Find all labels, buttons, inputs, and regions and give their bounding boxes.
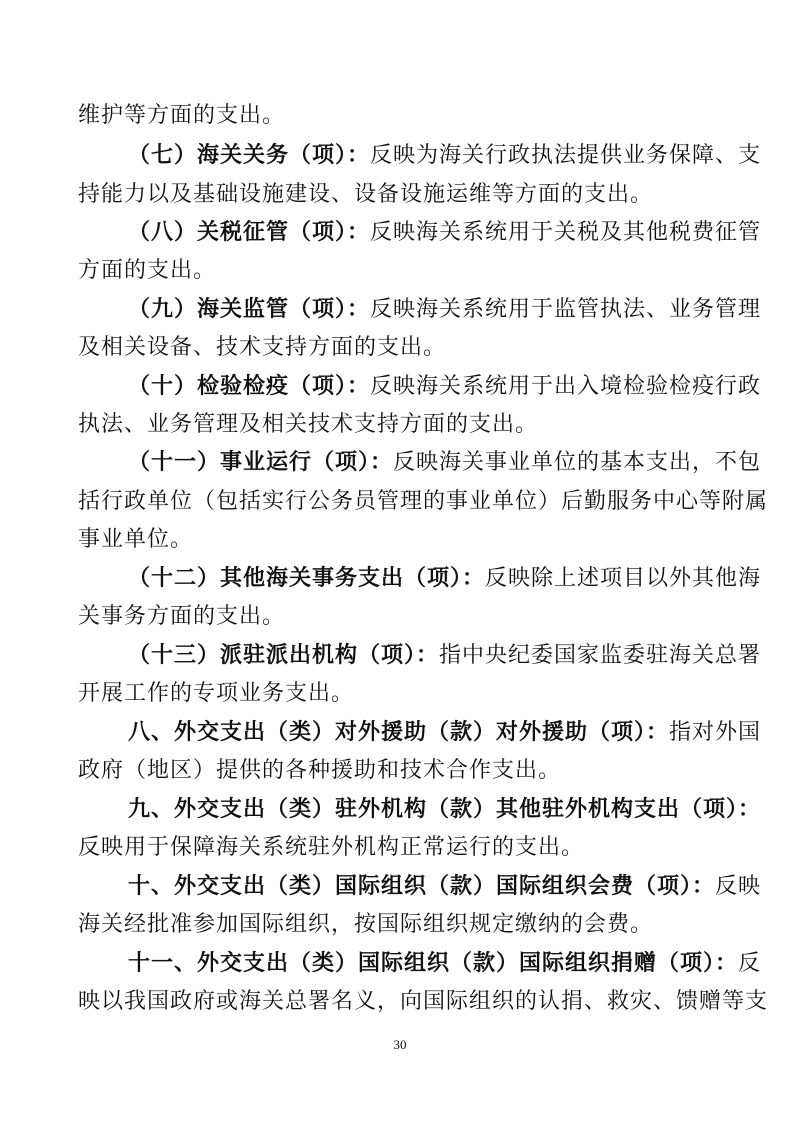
item-heading: 十一、外交支出（类）国际组织（款）国际组织捐赠（项）：	[128, 951, 739, 976]
paragraph-line: 海关经批准参加国际组织，按国际组织规定缴纳的会费。	[78, 912, 654, 937]
item-heading: （七）海关关务（项）：	[128, 143, 371, 168]
page-number: 30	[393, 1037, 407, 1052]
item-heading: （九）海关监管（项）：	[128, 297, 371, 322]
paragraph-line	[128, 795, 762, 825]
paragraph-line: （十二）其他海关事务支出（项）：反映除上述项目以外其他海	[128, 566, 762, 591]
paragraph-line: 开展工作的专项业务支出。	[78, 681, 355, 706]
item-heading: （十三）派驻派出机构（项）：	[128, 643, 440, 668]
paragraph-line: 反映用于保障海关系统驻外机构正常运行的支出。	[78, 835, 585, 860]
item-heading: 八、外交支出（类）对外援助（款）对外援助（项）：	[128, 720, 670, 745]
paragraph-line: （七）海关关务（项）：反映为海关行政执法提供业务保障、支	[128, 143, 762, 168]
paragraph-line: （十一）事业运行（项）：反映海关事业单位的基本支出，不包	[128, 450, 762, 475]
paragraph-line: 维护等方面的支出。	[78, 103, 286, 128]
item-heading: （十二）其他海关事务支出（项）：	[128, 566, 486, 591]
paragraph-line: 十、外交支出（类）国际组织（款）国际组织会费（项）：反映	[128, 874, 762, 899]
paragraph-line: 关事务方面的支出。	[78, 604, 286, 629]
paragraph-line: （九）海关监管（项）：反映海关系统用于监管执法、业务管理	[128, 297, 762, 322]
item-heading: 九、外交支出（类）驻外机构（款）其他驻外机构支出（项）：	[128, 797, 762, 822]
paragraph-line: 八、外交支出（类）对外援助（款）对外援助（项）：指对外国	[128, 720, 762, 745]
paragraph-line: 执法、业务管理及相关技术支持方面的支出。	[78, 412, 539, 437]
item-heading: （十）检验检疫（项）：	[128, 374, 371, 399]
paragraph-line: 十一、外交支出（类）国际组织（款）国际组织捐赠（项）：反	[128, 951, 762, 976]
paragraph-line: 政府（地区）提供的各种援助和技术合作支出。	[78, 758, 562, 783]
paragraph-line: 括行政单位（包括实行公务员管理的事业单位）后勤服务中心等附属	[78, 489, 769, 514]
paragraph-line: （十）检验检疫（项）：反映海关系统用于出入境检验检疫行政	[128, 374, 762, 399]
paragraph-line: （十三）派驻派出机构（项）：指中央纪委国家监委驻海关总署	[128, 643, 762, 668]
paragraph-line: 映以我国政府或海关总署名义，向国际组织的认捐、救灾、馈赠等支	[78, 989, 769, 1014]
item-heading: （十一）事业运行（项）：	[128, 450, 394, 475]
item-heading: 十、外交支出（类）国际组织（款）国际组织会费（项）：	[128, 874, 716, 899]
paragraph-line: （八）关税征管（项）：反映海关系统用于关税及其他税费征管	[128, 220, 762, 245]
item-heading: （八）关税征管（项）：	[128, 220, 371, 245]
paragraph-line: 持能力以及基础设施建设、设备设施运维等方面的支出。	[78, 182, 654, 207]
paragraph-line: 及相关设备、技术支持方面的支出。	[78, 335, 447, 360]
paragraph-line: 方面的支出。	[78, 258, 217, 283]
paragraph-line: 事业单位。	[78, 527, 194, 552]
